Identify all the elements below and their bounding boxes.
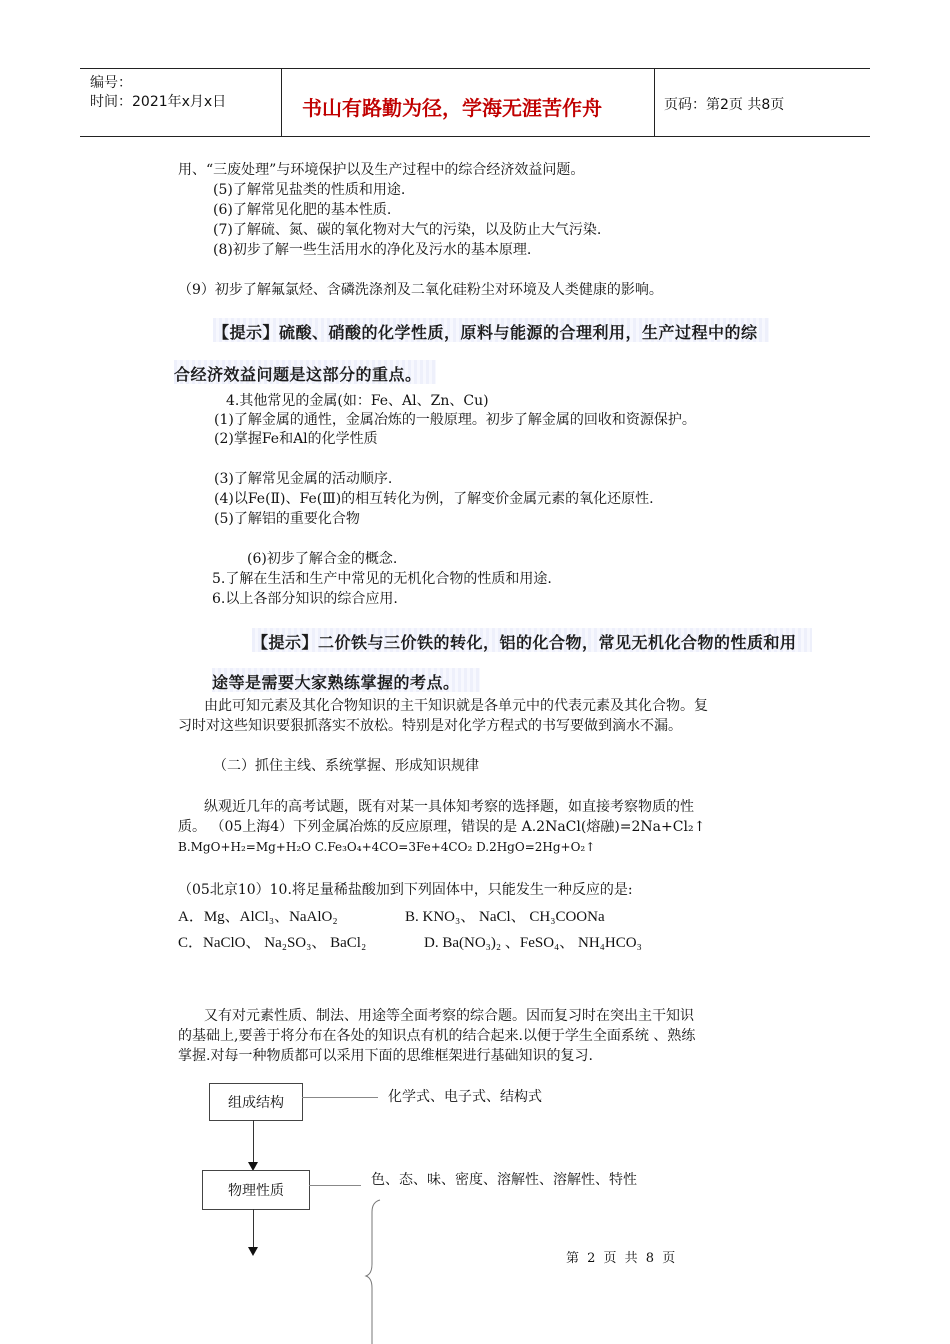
- diagram-connector: [253, 1120, 254, 1164]
- page-footer: 第 2 页 共 8 页: [566, 1251, 678, 1266]
- hint-text: 【提示】二价铁与三价铁的转化，铝的化合物，常见无机化合物的性质和用: [252, 633, 797, 652]
- option-a: A．Mg、AlCl₃、NaAlO₂: [178, 909, 338, 925]
- paragraph-line: 质。 （05上海4）下列金属冶炼的反应原理，错误的是 A.2NaCl(熔融)=2Na+Cl₂↑: [178, 819, 706, 835]
- down-arrow-icon: [248, 1247, 258, 1256]
- text-line: (3)了解常见金属的活动顺序.: [214, 471, 393, 487]
- option-b: B. KNO₃、 NaCl、 CH₃COONa: [405, 909, 605, 925]
- paragraph-line: 掌握.对每一种物质都可以采用下面的思维框架进行基础知识的复习.: [178, 1048, 593, 1064]
- paragraph-line: 由此可知元素及其化合物知识的主干知识就是各单元中的代表元素及其化合物。复: [204, 698, 708, 714]
- question-stem: （05北京10）10.将足量稀盐酸加到下列固体中，只能发生一种反应的是:: [178, 882, 633, 898]
- option-c: C．NaClO、 Na₂SO₃、 BaCl₂: [178, 935, 367, 951]
- text-line: (4)以Fe(Ⅱ)、Fe(Ⅲ)的相互转化为例，了解变价金属元素的氧化还原性.: [214, 491, 654, 507]
- text-line: 用、“三废处理”与环境保护以及生产过程中的综合经济效益问题。: [178, 162, 585, 178]
- text-line: (6)初步了解合金的概念.: [247, 551, 398, 567]
- diagram-connector: [253, 1209, 254, 1247]
- hint-text: 合经济效益问题是这部分的重点。: [174, 365, 422, 384]
- header-divider: [281, 69, 282, 136]
- page-header: [80, 68, 870, 137]
- diagram-box-structure: 组成结构: [209, 1083, 303, 1121]
- text-line: (5)了解铝的重要化合物: [214, 511, 360, 527]
- text-line: (5)了解常见盐类的性质和用途.: [213, 182, 406, 198]
- doc-number-label: 编号：: [90, 75, 132, 91]
- header-divider: [654, 69, 655, 136]
- paragraph-line: 习时对这些知识要狠抓落实不放松。特别是对化学方程式的书写要做到滴水不漏。: [178, 718, 682, 734]
- page-number-label: 页码：第2页 共8页: [664, 97, 785, 113]
- text-line: (2)掌握Fe和Al的化学性质: [214, 431, 378, 447]
- header-motto: 书山有路勤为径，学海无涯苦作舟: [302, 96, 602, 120]
- paragraph-line: 又有对元素性质、制法、用途等全面考察的综合题。因而复习时在突出主干知识: [204, 1008, 694, 1024]
- diagram-connector: [309, 1185, 361, 1186]
- text-line: (8)初步了解一些生活用水的净化及污水的基本原理.: [213, 242, 532, 258]
- text-line: (6)了解常见化肥的基本性质.: [213, 202, 392, 218]
- doc-time-label: 时间：2021年x月x日: [90, 94, 227, 110]
- diagram-note-structure: 化学式、电子式、结构式: [388, 1089, 542, 1105]
- section-heading: （二）抓住主线、系统掌握、形成知识规律: [213, 758, 479, 774]
- diagram-connector: [302, 1097, 378, 1098]
- paragraph-line: 的基础上,要善于将分布在各处的知识点有机的结合起来.以便于学生全面系统 、熟练: [178, 1028, 696, 1044]
- text-line: (7)了解硫、氮、碳的氧化物对大气的污染，以及防止大气污染.: [213, 222, 602, 238]
- diagram-box-physical: 物理性质: [202, 1170, 310, 1210]
- text-line: 5.了解在生活和生产中常见的无机化合物的性质和用途.: [212, 571, 552, 587]
- text-line: (1)了解金属的通性，金属冶炼的一般原理。初步了解金属的回收和资源保护。: [214, 412, 696, 428]
- text-line: 4.其他常见的金属(如：Fe、Al、Zn、Cu): [226, 393, 489, 409]
- brace-icon: [364, 1198, 384, 1344]
- text-line: 6.以上各部分知识的综合应用.: [212, 591, 398, 607]
- hint-text: 途等是需要大家熟练掌握的考点。: [212, 673, 460, 692]
- paragraph-line: 纵观近几年的高考试题，既有对某一具体知考察的选择题，如直接考察物质的性: [204, 799, 694, 815]
- hint-text: 【提示】硫酸、硝酸的化学性质，原料与能源的合理利用，生产过程中的综: [213, 323, 758, 342]
- option-d: D. Ba(NO₃)₂ 、FeSO₄、 NH₄HCO₃: [424, 935, 642, 951]
- paragraph-line: B.MgO+H₂=Mg+H₂O C.Fe₃O₄+4CO=3Fe+4CO₂ D.2HgO=2Hg+O₂↑: [178, 840, 596, 854]
- diagram-note-physical: 色、态、味、密度、溶解性、溶解性、特性: [371, 1172, 637, 1188]
- text-line: （9）初步了解氟氯烃、含磷洗涤剂及二氧化硅粉尘对环境及人类健康的影响。: [178, 282, 663, 298]
